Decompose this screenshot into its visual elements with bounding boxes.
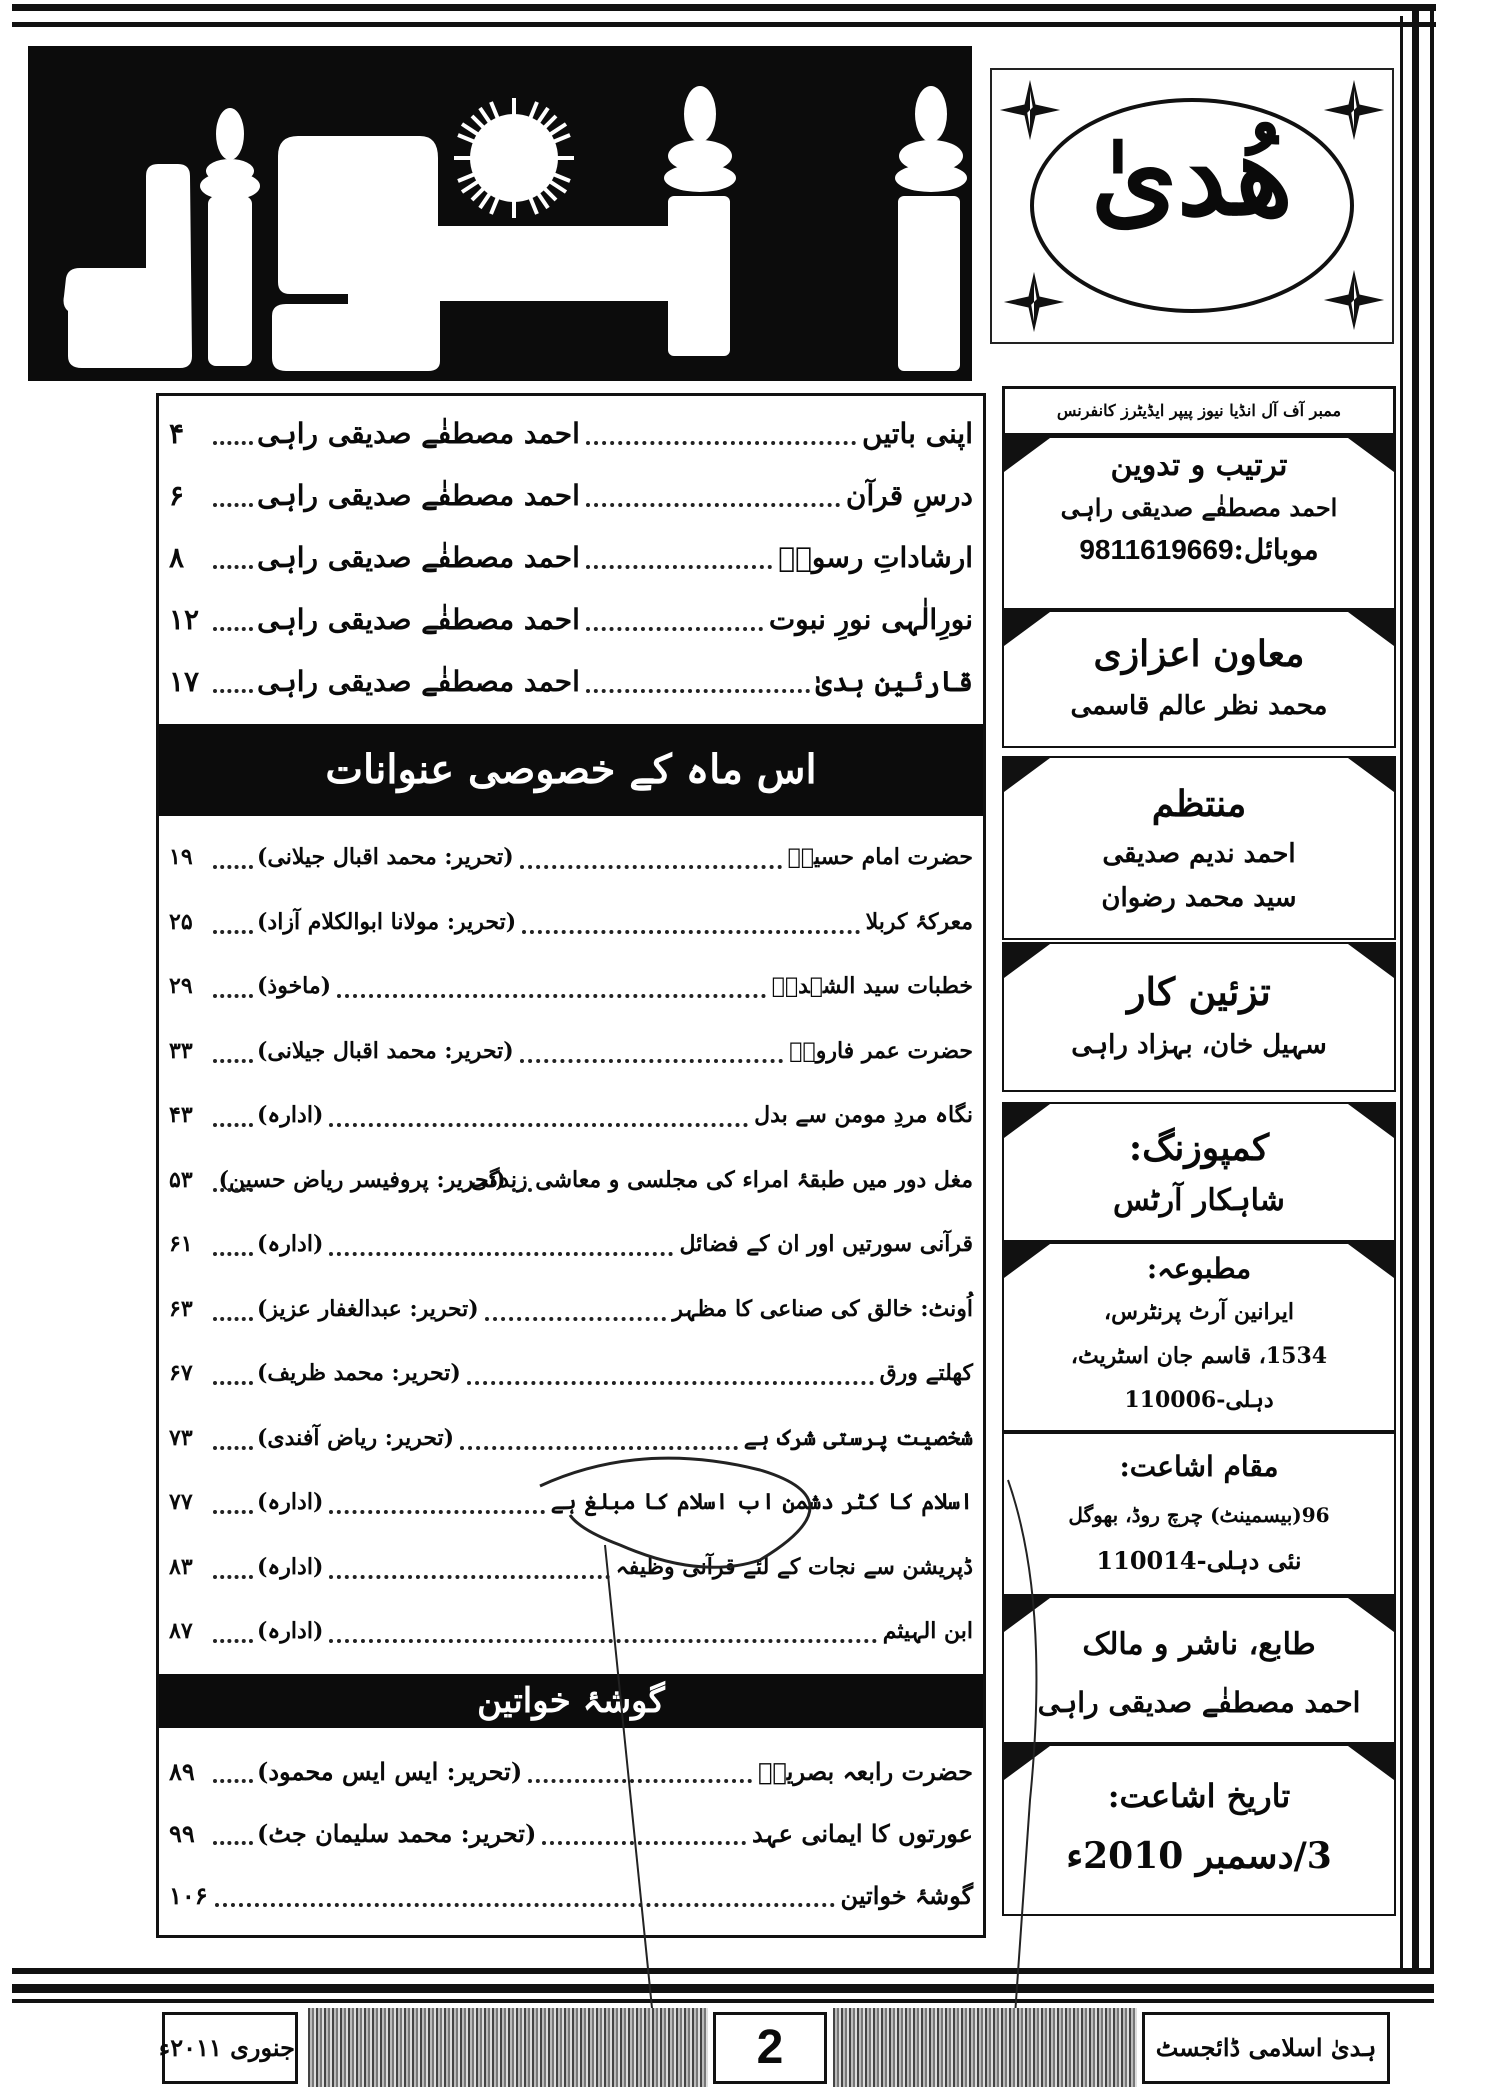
manager-name-2: سید محمد رضوان: [1101, 883, 1297, 913]
halftone-band-left: [308, 2008, 708, 2087]
issue-date-box: [158, 2012, 298, 2084]
magazine-name-box: [1142, 2012, 1390, 2084]
entry-page: ۲۹: [169, 973, 193, 999]
mobile-number: 9811619669: [1079, 534, 1234, 565]
entry-page: ۷۷: [169, 1489, 193, 1515]
manager-name-1: احمد ندیم صدیقی: [1102, 839, 1296, 869]
entry-author: (ادارہ): [257, 1102, 324, 1128]
entry-page: ۸۹: [169, 1756, 195, 1786]
entry-author: (تحریر: محمد سلیمان جٹ): [257, 1818, 537, 1848]
printed-line-2: 1534، قاسم جان اسٹریٹ،: [1070, 1343, 1328, 1369]
page-footer: [128, 2008, 1396, 2087]
entry-page: ۴: [169, 416, 185, 450]
entry-page: ۱۹: [169, 844, 193, 870]
entry-page: ۸: [169, 540, 185, 574]
manager-label: منتظم: [1151, 783, 1247, 825]
owner-label: طابع، ناشر و مالک: [1082, 1627, 1316, 1662]
entry-title: اپنی باتیں: [862, 416, 973, 450]
entry-title: اسلام کا کٹر دشمن اب اسلام کا مبلغ ہے: [550, 1489, 973, 1515]
honorary-name: محمد نظر عالم قاسمی: [1070, 691, 1328, 721]
entry-author: (تحریر: مولانا ابوالکلام آزاد): [257, 908, 517, 935]
entry-author: (ادارہ): [257, 1553, 324, 1580]
entry-title: نگاہ مردِ مومن سے بدل: [754, 1102, 973, 1128]
entry-author: (تحریر: محمد اقبال جیلانی): [257, 1037, 514, 1064]
printed-label: مطبوعہ:: [1146, 1252, 1252, 1285]
entry-author: (تحریر: عبدالغفار عزیز): [257, 1295, 479, 1322]
entry-page: ۸۷: [169, 1618, 193, 1644]
publication-place-line-2: نئی دہلی-110014: [1096, 1546, 1302, 1575]
entry-page: ۴۳: [169, 1102, 193, 1128]
entry-author: احمد مصطفٰے صدیقی راہی: [257, 478, 580, 512]
entry-author: احمد مصطفٰے صدیقی راہی: [257, 602, 580, 636]
publication-place-line-1: 96(بیسمینٹ) چرچ روڈ، بھوگل: [1068, 1503, 1330, 1527]
entry-page: ۶۱: [169, 1231, 193, 1257]
honorary-label: معاون اعزازی: [1093, 633, 1305, 675]
entry-author: (ادارہ): [257, 1231, 324, 1257]
mobile-label: موبائل:: [1233, 533, 1319, 566]
entry-page: ۸۳: [169, 1553, 193, 1580]
entry-author: (تحریر: ایس ایس محمود): [257, 1756, 523, 1786]
entry-title: ارشاداتِ رسولؐ: [778, 540, 973, 574]
membership-text: ممبر آف آل انڈیا نیوز پیپر ایڈیٹرز کانفرنس: [1056, 401, 1342, 420]
entry-author: احمد مصطفٰے صدیقی راہی: [257, 540, 580, 574]
date-label: تاریخ اشاعت:: [1107, 1777, 1291, 1815]
halftone-band-right: [833, 2008, 1137, 2087]
entry-page: ۹۹: [169, 1818, 195, 1848]
entry-title: نورِالٰہی نورِ نبوت: [768, 602, 973, 636]
magazine-name: ہدیٰ اسلامی ڈائجسٹ: [1155, 2033, 1377, 2062]
entry-author: احمد مصطفٰے صدیقی راہی: [257, 664, 580, 698]
entry-title: حضرت عمر فاروقؓ: [789, 1037, 973, 1064]
entry-title: قرآنی سورتیں اور ان کے فضائل: [679, 1231, 973, 1257]
entry-author: (ماخوذ): [257, 973, 332, 999]
issue-date: جنوری ۲۰۱۱ء: [158, 2033, 295, 2062]
entry-author: احمد مصطفٰے صدیقی راہی: [257, 416, 580, 450]
entry-title: عورتوں کا ایمانی عہد: [751, 1818, 973, 1848]
entry-title: حضرت امام حسینؓ: [787, 844, 973, 870]
entry-title: معرکۂ کربلا: [865, 908, 973, 935]
entry-author: (تحریر: ریاض آفندی): [257, 1424, 455, 1451]
women-section-heading: گوشۂ خواتین: [477, 1681, 665, 1721]
entry-page: ۶: [169, 478, 185, 512]
entry-page: ۵۳: [169, 1166, 193, 1193]
entry-title: مغل دور میں طبقۂ امراء کی مجلسی و معاشی زندگی: [470, 1166, 973, 1193]
editing-name: احمد مصطفٰے صدیقی راہی: [1060, 493, 1338, 522]
entry-page: ۱۲: [169, 602, 200, 636]
entry-author: (ادارہ): [257, 1618, 324, 1644]
publication-place-label: مقام اشاعت:: [1119, 1450, 1279, 1483]
entry-page: ۷۳: [169, 1424, 193, 1451]
special-topics-heading: اس ماہ کے خصوصی عنوانات: [325, 746, 817, 793]
entry-author: (تحریر: محمد اقبال جیلانی): [257, 844, 514, 870]
printed-line-1: ایرانین آرٹ پرنٹرس،: [1104, 1299, 1294, 1325]
entry-page: ۱۷: [169, 664, 200, 698]
entry-title: حضرت رابعہ بصریہؒ: [758, 1756, 973, 1786]
entry-page: ۶۳: [169, 1295, 193, 1322]
composing-label: کمپوزنگ:: [1128, 1127, 1270, 1169]
entry-author: (تحریر: محمد ظریف): [257, 1360, 461, 1386]
entry-title: ڈپریشن سے نجات کے لئے قرآنی وظیفہ: [615, 1553, 973, 1580]
entry-author: (تحریر: پروفیسر ریاض حسین): [218, 1166, 506, 1193]
entry-title: گوشۂ خواتین: [840, 1880, 973, 1910]
entry-page: ۶۷: [169, 1360, 193, 1386]
entry-title: کھلتے ورق: [879, 1360, 973, 1386]
composing-name: شاہکار آرٹس: [1113, 1183, 1285, 1218]
date-value: 3/دسمبر 2010ء: [1066, 1835, 1332, 1877]
entry-title: قارئینِ ہدیٰ: [815, 664, 973, 698]
entry-title: شخصیت پرستی شرک ہے: [743, 1424, 973, 1451]
design-name: سہیل خان، بہزاد راہی: [1071, 1030, 1327, 1060]
entry-title: خطبات سید الشہداؓ: [771, 973, 973, 999]
entry-page: ۲۵: [169, 908, 193, 935]
owner-name: احمد مصطفٰے صدیقی راہی: [1037, 1686, 1361, 1719]
entry-title: اُونٹ: خالق کی صناعی کا مظہر: [672, 1295, 973, 1322]
entry-title: ابن الہیثم: [882, 1618, 973, 1644]
printed-line-3: دہلی-110006: [1124, 1387, 1274, 1413]
design-label: تزئین کار: [1127, 969, 1271, 1014]
entry-page: ۱۰۶: [169, 1880, 208, 1910]
entry-title: درسِ قرآن: [845, 478, 973, 512]
page-number-box: [713, 2012, 827, 2084]
emblem-title: ھُدیٰ: [1091, 111, 1293, 240]
page-number: 2: [756, 2021, 784, 2074]
entry-author: (ادارہ): [257, 1489, 324, 1515]
editing-label: ترتیب و تدوین: [1110, 448, 1288, 483]
entry-page: ۳۳: [169, 1037, 193, 1064]
